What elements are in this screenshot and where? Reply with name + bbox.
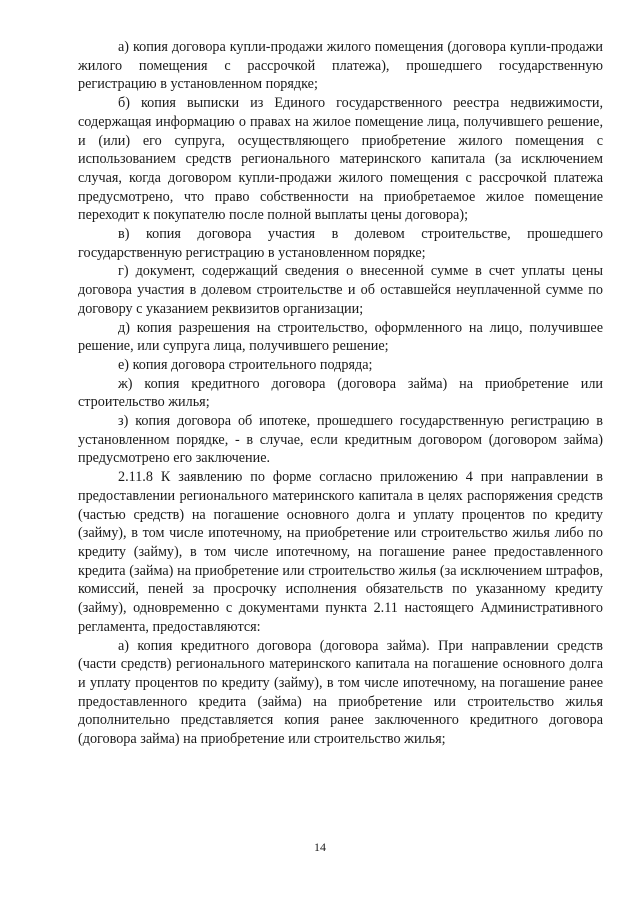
paragraph-item-z: з) копия договора об ипотеке, прошедшего государственную регистрацию в установленном порядке, - в случае, если кредитным договором (договором займа) предусмотрено его заключение. [78, 413, 603, 467]
page-number: 14 [314, 840, 326, 854]
paragraph-item-g: г) документ, содержащий сведения о внесенной сумме в счет уплаты цены договора участия в долевом строительстве и об оставшейся неуплаченной сумме по договору с указанием реквизитов организации; [78, 263, 603, 317]
paragraph-item-v: в) копия договора участия в долевом строительстве, прошедшего государственную регистрацию в установленном порядке; [78, 226, 603, 261]
paragraph-item-e: е) копия договора строительного подряда; [118, 356, 373, 373]
paragraph-item-a: а) копия договора купли-продажи жилого помещения (договора купли-продажи жилого помещения с рассрочкой платежа), прошедшего государственную регистрацию в установленном порядке; [78, 39, 603, 93]
document-body [78, 38, 603, 749]
paragraph-item-d: д) копия разрешения на строительство, оформленного на лицо, получившее решение, или супруга лица, получившего решение; [78, 319, 603, 355]
paragraph-item-zh: ж) копия кредитного договора (договора займа) на приобретение или строительство жилья; [78, 375, 603, 411]
paragraph-item-b: б) копия выписки из Единого государственного реестра недвижимости, содержащая информацию о правах на жилое помещение лица, получившего решение, и (или) его супруга, осуществляющего приобретение жилого помещения с использованием средств регионального материнского капитала (за исключением случая, когда договором купли-продажи жилого помещения с рассрочкой платежа предусмотрено, что право собственности на приобретаемое жилое помещение переходит к покупателю после полной выплаты цены договора); [78, 95, 603, 224]
paragraph-section-2-11-8: 2.11.8 К заявлению по форме согласно приложению 4 при направлении в предоставлении регионального материнского капитала в целях распоряжения средств (частью средств) на погашение основного долга и уплату процентов по кредиту (займу), в том числе ипотечному, на приобретение или строительство жилья либо по кредиту (займу), в том числе ипотечному, на погашение ранее предоставленного кредита (займа) на приобретение или строительство жилья (за исключением штрафов, комиссий, пеней за просрочку исполнения обязательств по указанному кредиту (займу), одновременно с документами пункта 2.11 настоящего Административного регламента, предоставляются: [78, 469, 603, 635]
paragraph-section-2-11-8-item-a: а) копия кредитного договора (договора займа). При направлении средств (части средств) регионального материнского капитала на погашение основного долга и уплату процентов по кредиту (займу), в том числе ипотечному, на погашение ранее предоставленного кредита (займа) на приобретение или строительство жилья дополнительно представляется копия ранее заключенного кредитного договора (договора займа) на приобретение или строительство жилья; [78, 637, 603, 748]
